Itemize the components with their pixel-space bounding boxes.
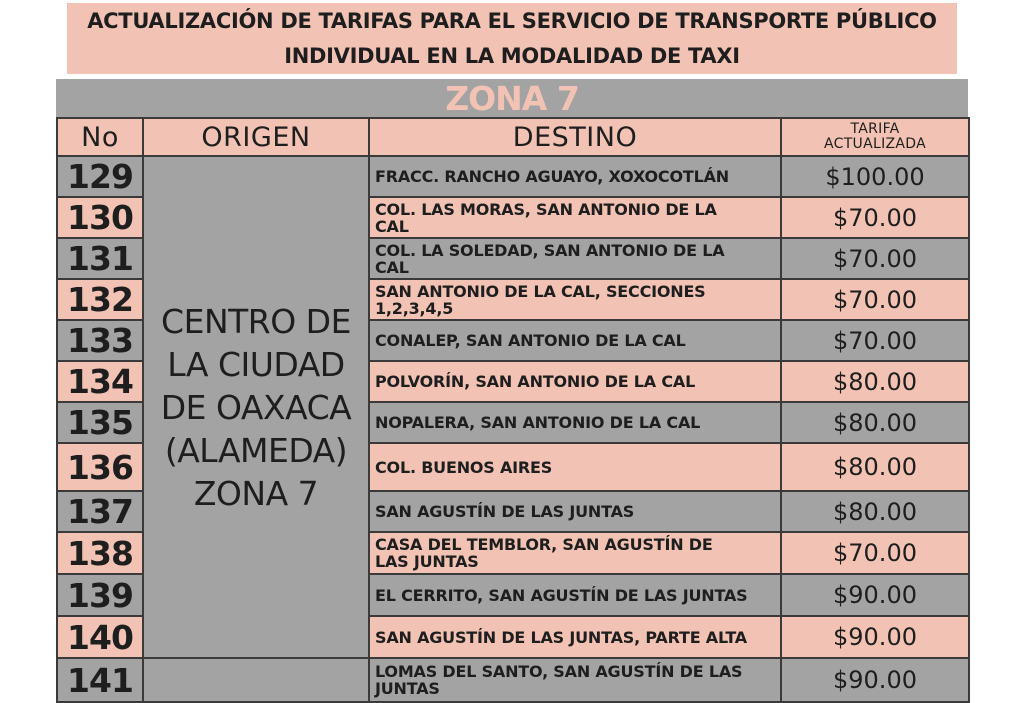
fare-cell: $80.00 xyxy=(781,402,969,443)
origin-cell-empty xyxy=(143,658,369,702)
destination-cell: SAN ANTONIO DE LA CAL, SECCIONES 1,2,3,4,5 xyxy=(369,279,781,320)
destination-cell: SAN AGUSTÍN DE LAS JUNTAS, PARTE ALTA xyxy=(369,616,781,658)
fare-cell: $70.00 xyxy=(781,532,969,574)
table-header-row xyxy=(57,118,969,156)
fare-cell: $80.00 xyxy=(781,443,969,491)
table-row xyxy=(57,658,969,702)
header-fare-line1: TARIFA xyxy=(850,121,900,137)
fare-cell: $70.00 xyxy=(781,197,969,238)
table-row xyxy=(57,156,969,197)
fare-cell: $80.00 xyxy=(781,361,969,402)
row-number: 131 xyxy=(57,238,143,279)
destination-cell: POLVORÍN, SAN ANTONIO DE LA CAL xyxy=(369,361,781,402)
row-number: 136 xyxy=(57,443,143,491)
row-number: 137 xyxy=(57,491,143,532)
row-number: 141 xyxy=(57,658,143,702)
row-number: 138 xyxy=(57,532,143,574)
origin-line-1: CENTRO DE xyxy=(161,301,351,341)
row-number: 139 xyxy=(57,574,143,616)
row-number: 133 xyxy=(57,320,143,361)
origin-line-2: LA CIUDAD xyxy=(167,344,345,384)
destination-cell: COL. BUENOS AIRES xyxy=(369,443,781,491)
fare-cell: $70.00 xyxy=(781,320,969,361)
origin-line-5: ZONA 7 xyxy=(193,473,319,513)
header-no: No xyxy=(57,118,143,156)
destination-cell: CASA DEL TEMBLOR, SAN AGUSTÍN DE LAS JUNTAS xyxy=(369,532,781,574)
destination-cell: CONALEP, SAN ANTONIO DE LA CAL xyxy=(369,320,781,361)
destination-cell: COL. LAS MORAS, SAN ANTONIO DE LA CAL xyxy=(369,197,781,238)
fare-cell: $80.00 xyxy=(781,491,969,532)
destination-cell: FRACC. RANCHO AGUAYO, XOXOCOTLÁN xyxy=(369,156,781,197)
title-line-1: ACTUALIZACIÓN DE TARIFAS PARA EL SERVICIO DE TRANSPORTE PÚBLICO xyxy=(87,8,937,33)
row-number: 129 xyxy=(57,156,143,197)
header-fare-line2: ACTUALIZADA xyxy=(824,136,926,152)
fare-cell: $100.00 xyxy=(781,156,969,197)
destination-cell: EL CERRITO, SAN AGUSTÍN DE LAS JUNTAS xyxy=(369,574,781,616)
fare-cell: $70.00 xyxy=(781,279,969,320)
fare-table xyxy=(56,117,970,703)
title-line-2: INDIVIDUAL EN LA MODALIDAD DE TAXI xyxy=(284,43,740,68)
header-fare xyxy=(781,118,969,156)
origin-line-3: DE OAXACA xyxy=(160,387,352,427)
fare-cell: $90.00 xyxy=(781,616,969,658)
document-title xyxy=(67,3,957,74)
fare-cell: $90.00 xyxy=(781,574,969,616)
destination-cell: LOMAS DEL SANTO, SAN AGUSTÍN DE LAS JUNTAS xyxy=(369,658,781,702)
fare-cell: $70.00 xyxy=(781,238,969,279)
row-number: 134 xyxy=(57,361,143,402)
zone-header xyxy=(56,79,968,117)
destination-cell: NOPALERA, SAN ANTONIO DE LA CAL xyxy=(369,402,781,443)
header-destination: DESTINO xyxy=(369,118,781,156)
destination-cell: COL. LA SOLEDAD, SAN ANTONIO DE LA CAL xyxy=(369,238,781,279)
row-number: 130 xyxy=(57,197,143,238)
row-number: 135 xyxy=(57,402,143,443)
row-number: 140 xyxy=(57,616,143,658)
row-number: 132 xyxy=(57,279,143,320)
zone-title: ZONA 7 xyxy=(445,78,579,118)
origin-line-4: (ALAMEDA) xyxy=(164,430,348,470)
fare-cell: $90.00 xyxy=(781,658,969,702)
header-origin: ORIGEN xyxy=(143,118,369,156)
origin-cell xyxy=(143,156,369,658)
destination-cell: SAN AGUSTÍN DE LAS JUNTAS xyxy=(369,491,781,532)
